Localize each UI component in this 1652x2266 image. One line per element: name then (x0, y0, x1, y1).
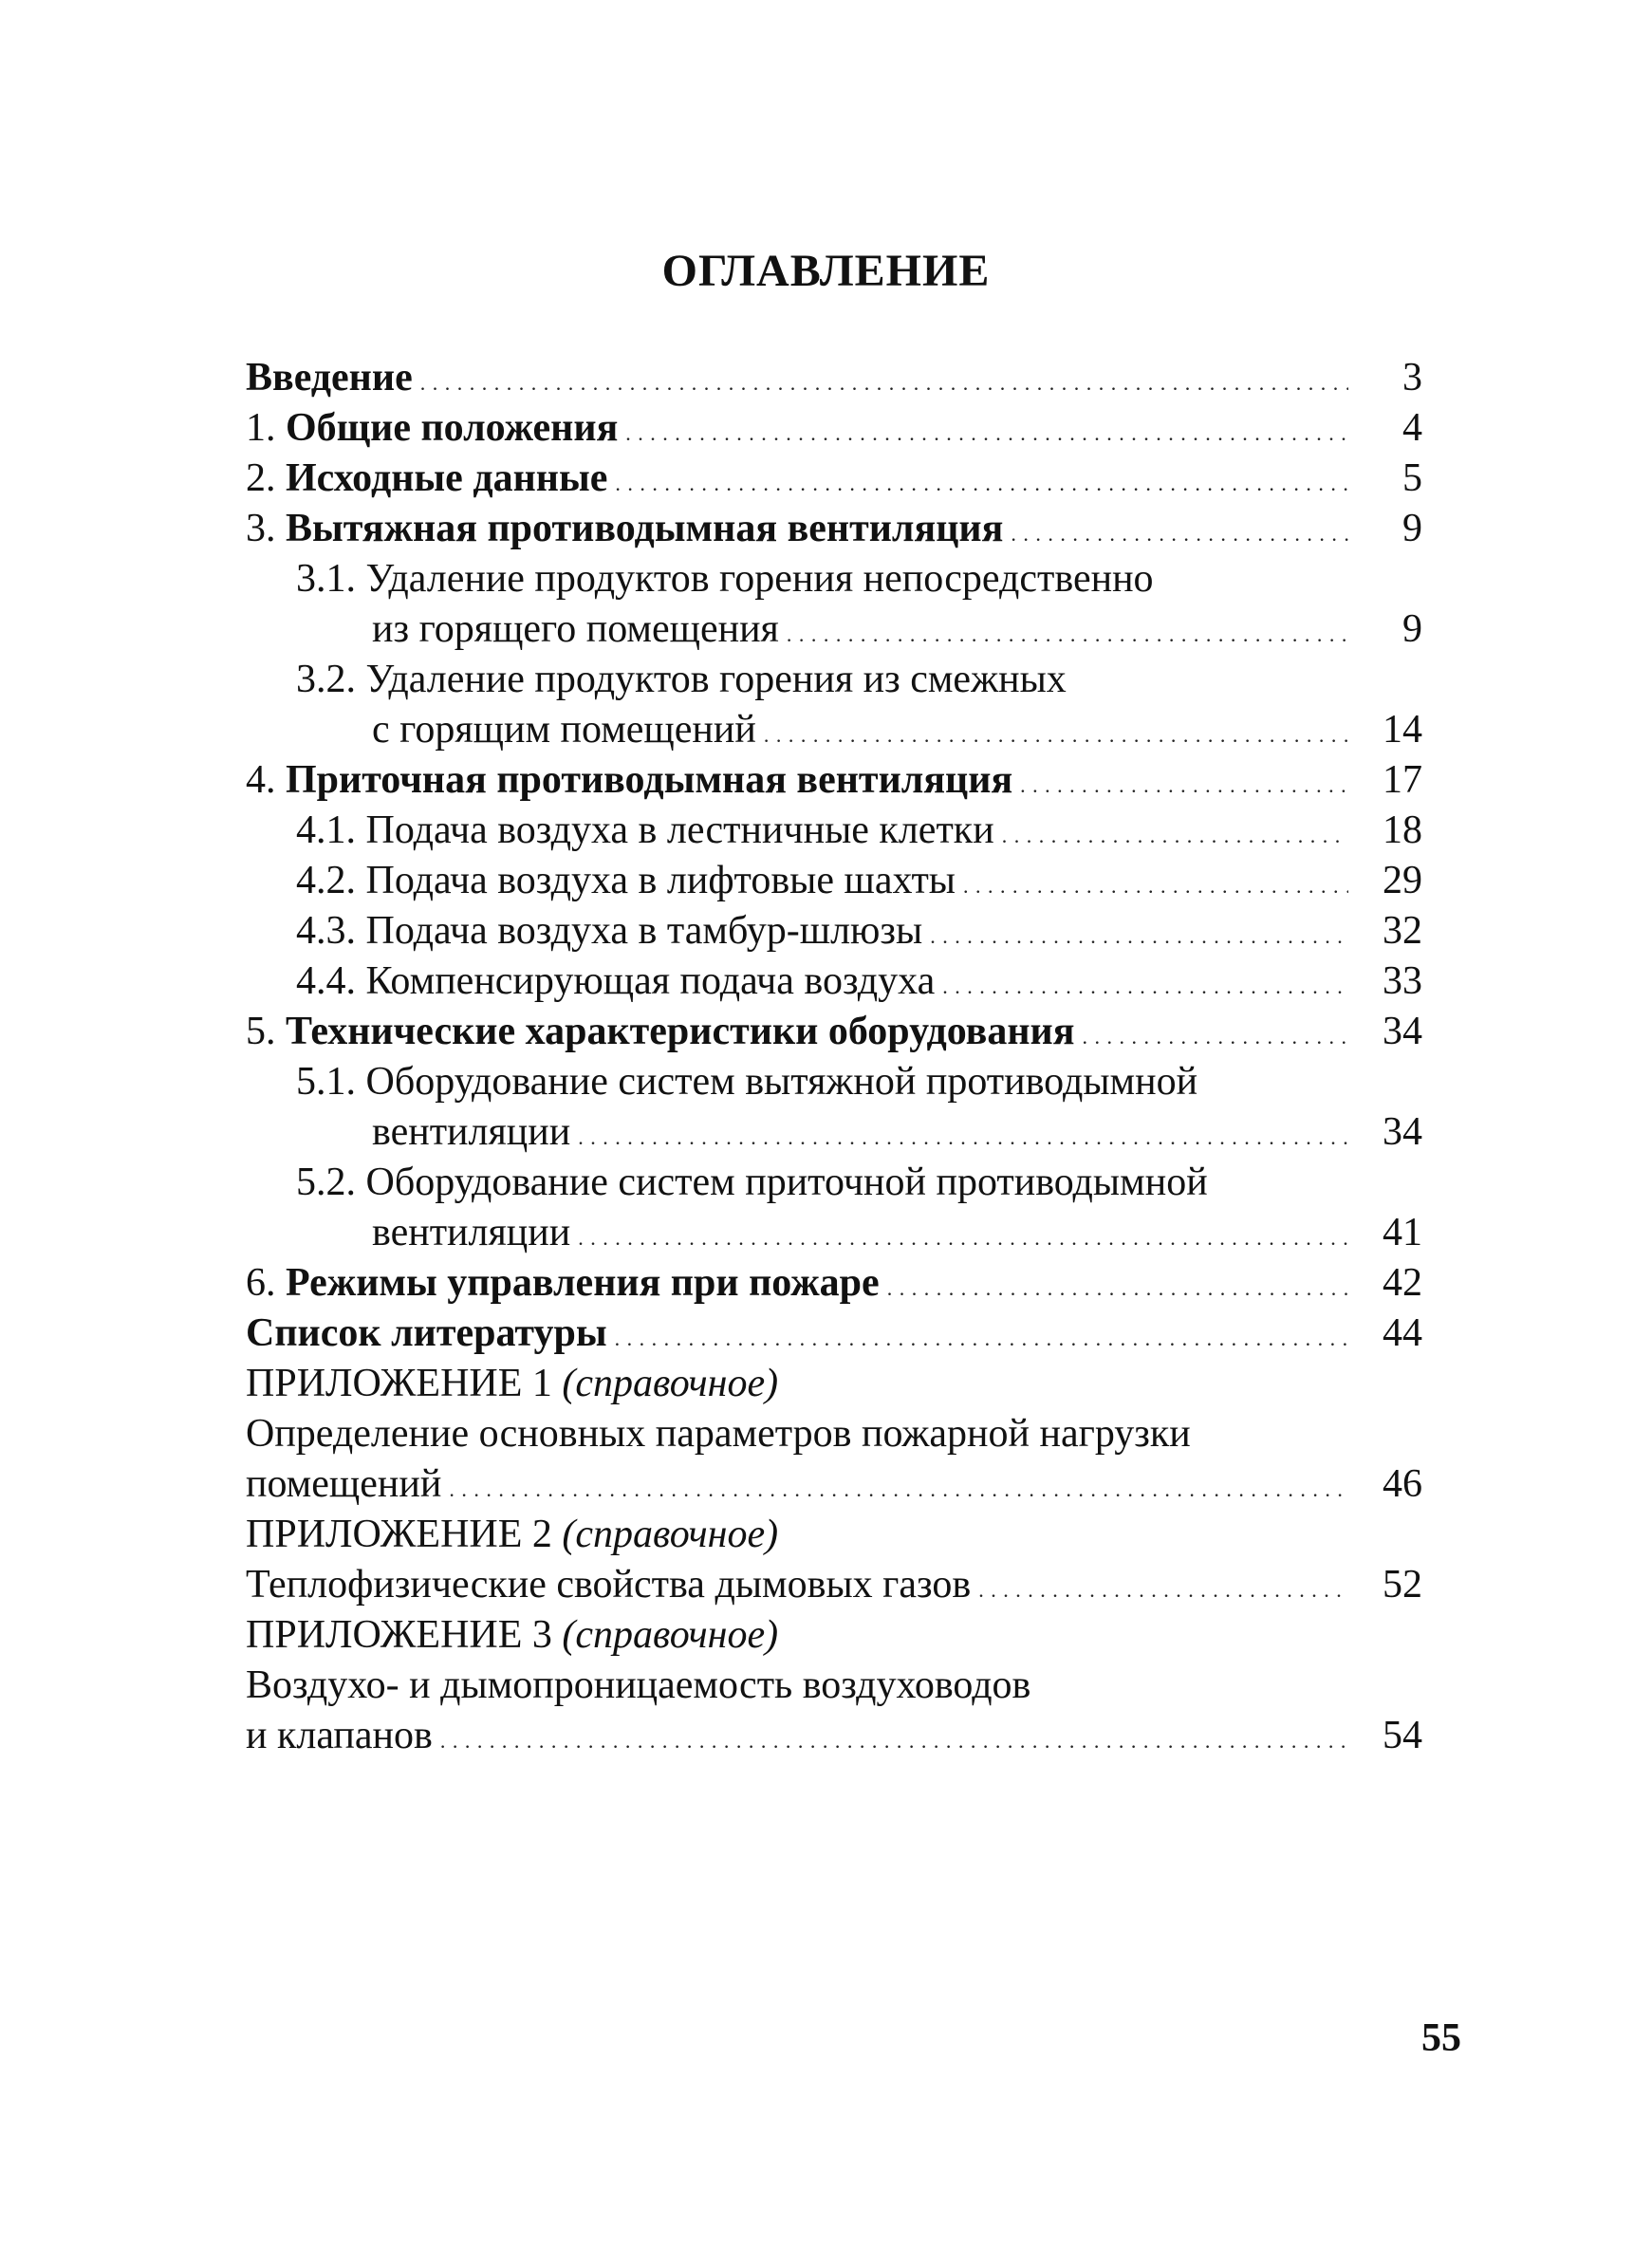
toc-page-number: 14 (1383, 708, 1422, 752)
toc-entry-title: Приточная противодымная вентиляция (286, 758, 1013, 802)
appendix-1-heading[interactable] (246, 1359, 1422, 1409)
toc-entry-title: помещений (246, 1462, 442, 1506)
toc-entry-3-2-line1[interactable]: 3.2. Удаление продуктов горения из смежных (296, 658, 1067, 701)
toc-entry-6[interactable] (246, 1258, 1422, 1309)
toc-entry-title: с горящим помещений (372, 708, 756, 752)
dot-leader (1002, 806, 1348, 861)
toc-page-number: 33 (1383, 959, 1422, 1003)
appendix-title: ПРИЛОЖЕНИЕ 2 (246, 1513, 552, 1556)
toc-entry-title: Технические характеристики оборудования (286, 1010, 1075, 1053)
dot-leader (1020, 755, 1348, 810)
toc-entry-2[interactable] (246, 454, 1422, 504)
toc-entry-3-2[interactable] (246, 705, 1422, 755)
toc-entry-references[interactable] (246, 1309, 1422, 1359)
section-number: 6. (246, 1261, 286, 1305)
dot-leader (930, 906, 1348, 961)
toc-page-number: 32 (1383, 909, 1422, 953)
toc-page-number: 34 (1383, 1110, 1422, 1154)
toc-page-number: 9 (1402, 507, 1422, 550)
toc-entry-title: Общие положения (286, 406, 619, 450)
toc-entry-title: Вытяжная противодымная вентиляция (286, 507, 1004, 550)
toc-entry-intro[interactable] (246, 353, 1422, 403)
dot-leader (1011, 504, 1348, 559)
toc-page-number: 29 (1383, 859, 1422, 902)
dot-leader (615, 1309, 1348, 1364)
appendix-1-line1[interactable]: Определение основных параметров пожарной нагрузки (246, 1412, 1191, 1456)
toc-entry-3-1-line1[interactable]: 3.1. Удаление продуктов горения непосредственно (296, 557, 1154, 601)
toc-entry-4-4[interactable] (246, 957, 1422, 1007)
toc-entry-title: Режимы управления при пожаре (286, 1261, 880, 1305)
appendix-1-entry[interactable] (246, 1459, 1422, 1510)
appendix-3-heading[interactable] (246, 1610, 1422, 1661)
toc-entry-5-2[interactable] (246, 1208, 1422, 1258)
dot-leader (615, 454, 1348, 509)
toc-entry-3[interactable] (246, 504, 1422, 554)
appendix-note: (справочное) (562, 1613, 779, 1657)
dot-leader (440, 1711, 1348, 1766)
section-number: 4. (246, 758, 286, 802)
toc-page-number: 4 (1402, 406, 1422, 450)
dot-leader (978, 1560, 1348, 1615)
toc-page-number: 54 (1383, 1714, 1422, 1757)
toc-entry-4[interactable] (246, 755, 1422, 806)
dot-leader (764, 705, 1348, 760)
toc-entry-title: вентиляции (372, 1211, 571, 1254)
toc-entry-5-2-line1[interactable]: 5.2. Оборудование систем приточной противодымной (296, 1161, 1208, 1204)
toc-page-number: 5 (1402, 456, 1422, 500)
toc-entry-title: 4.4. Компенсирующая подача воздуха (296, 959, 936, 1003)
toc-entry-5[interactable] (246, 1007, 1422, 1057)
toc-entry-title: Введение (246, 356, 413, 399)
dot-leader (449, 1459, 1348, 1514)
toc-page-number: 3 (1402, 356, 1422, 399)
toc-entry-title: вентиляции (372, 1110, 571, 1154)
dot-leader (887, 1258, 1348, 1313)
toc-entry-4-2[interactable] (246, 856, 1422, 906)
toc-entry-4-1[interactable] (246, 806, 1422, 856)
toc-entry-title: Теплофизические свойства дымовых газов (246, 1563, 972, 1607)
toc-page-number: 52 (1383, 1563, 1422, 1607)
toc-entry-3-1[interactable] (246, 604, 1422, 655)
toc-page-number: 17 (1383, 758, 1422, 802)
toc-entry-4-3[interactable] (246, 906, 1422, 957)
appendix-3-entry[interactable] (246, 1711, 1422, 1761)
toc-page-number: 42 (1383, 1261, 1422, 1305)
page-number: 55 (1421, 2016, 1461, 2060)
toc-entry-5-1-line1[interactable]: 5.1. Оборудование систем вытяжной противодымной (296, 1060, 1198, 1104)
toc-entry-title: 4.1. Подача воздуха в лестничные клетки (296, 808, 994, 852)
appendix-note: (справочное) (562, 1513, 779, 1556)
dot-leader (942, 957, 1348, 1012)
toc-entry-1[interactable] (246, 403, 1422, 454)
section-number: 1. (246, 406, 286, 450)
dot-leader (625, 403, 1348, 458)
dot-leader (1082, 1007, 1348, 1062)
dot-leader (963, 856, 1348, 911)
page-title: ОГЛАВЛЕНИЕ (661, 246, 991, 296)
toc-entry-title: 4.3. Подача воздуха в тамбур-шлюзы (296, 909, 923, 953)
dot-leader (787, 604, 1348, 659)
toc-page-number: 41 (1383, 1211, 1422, 1254)
section-number: 3. (246, 507, 286, 550)
section-number: 2. (246, 456, 286, 500)
appendix-title: ПРИЛОЖЕНИЕ 3 (246, 1613, 552, 1657)
toc-page-number: 34 (1383, 1010, 1422, 1053)
dot-leader (578, 1107, 1348, 1162)
toc-page-number: 46 (1383, 1462, 1422, 1506)
toc-entry-title: и клапанов (246, 1714, 433, 1757)
toc-page-number: 44 (1383, 1311, 1422, 1355)
toc-entry-title: Исходные данные (286, 456, 608, 500)
toc-entry-title: 4.2. Подача воздуха в лифтовые шахты (296, 859, 956, 902)
appendix-2-heading[interactable] (246, 1510, 1422, 1560)
toc-entry-title: Список литературы (246, 1311, 607, 1355)
dot-leader (420, 353, 1348, 408)
toc-page-number: 9 (1402, 607, 1422, 651)
section-number: 5. (246, 1010, 286, 1053)
toc-page-number: 18 (1383, 808, 1422, 852)
toc-entry-5-1[interactable] (246, 1107, 1422, 1158)
dot-leader (578, 1208, 1348, 1263)
table-of-contents (246, 353, 1422, 1761)
toc-entry-title: из горящего помещения (372, 607, 779, 651)
appendix-2-entry[interactable] (246, 1560, 1422, 1610)
appendix-title: ПРИЛОЖЕНИЕ 1 (246, 1362, 552, 1405)
appendix-note: (справочное) (562, 1362, 779, 1405)
appendix-3-line1[interactable]: Воздухо- и дымопроницаемость воздуховодов (246, 1663, 1031, 1707)
